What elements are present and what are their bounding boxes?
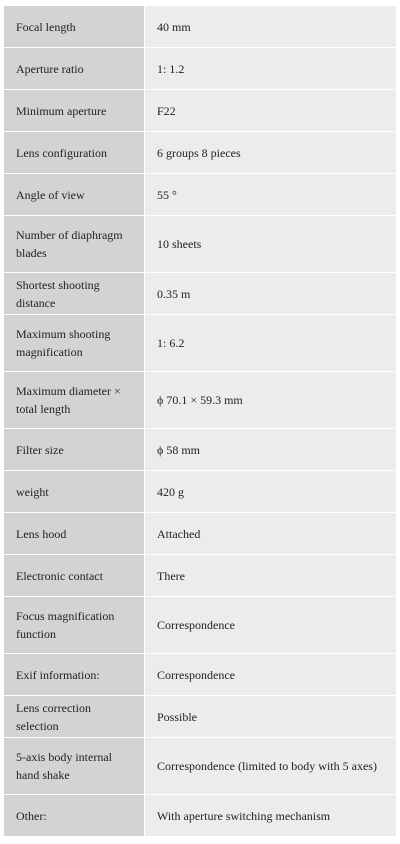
- spec-value: 0.35 m: [145, 273, 397, 315]
- spec-row-max-magnification: [4, 315, 396, 372]
- spec-row-filter-size: [4, 429, 396, 471]
- spec-label: Focus magnification function: [4, 597, 145, 654]
- spec-value: F22: [145, 90, 397, 132]
- spec-value: 10 sheets: [145, 216, 397, 273]
- spec-row-weight: [4, 471, 396, 513]
- spec-row-angle-of-view: [4, 174, 396, 216]
- spec-label: Focal length: [4, 6, 145, 48]
- spec-value: Possible: [145, 696, 397, 738]
- spec-row-diaphragm-blades: [4, 216, 396, 273]
- spec-label: Maximum diameter × total length: [4, 372, 145, 429]
- spec-value: With aperture switching mechanism: [145, 795, 397, 837]
- spec-value: 420 g: [145, 471, 397, 513]
- spec-label: Lens hood: [4, 513, 145, 555]
- spec-value: ϕ 70.1 × 59.3 mm: [145, 372, 397, 429]
- spec-value: Correspondence (limited to body with 5 axes): [145, 738, 397, 795]
- spec-row-electronic-contact: [4, 555, 396, 597]
- spec-row-lens-hood: [4, 513, 396, 555]
- spec-value: 1: 6.2: [145, 315, 397, 372]
- spec-label: Exif information:: [4, 654, 145, 696]
- spec-row-lens-correction: [4, 696, 396, 738]
- spec-row-diameter-length: [4, 372, 396, 429]
- spec-label: weight: [4, 471, 145, 513]
- spec-value: 55 °: [145, 174, 397, 216]
- spec-row-lens-configuration: [4, 132, 396, 174]
- spec-label: Aperture ratio: [4, 48, 145, 90]
- spec-value: Correspondence: [145, 597, 397, 654]
- spec-label: Other:: [4, 795, 145, 837]
- spec-value: There: [145, 555, 397, 597]
- spec-value: Correspondence: [145, 654, 397, 696]
- spec-row-minimum-aperture: [4, 90, 396, 132]
- spec-row-exif-information: [4, 654, 396, 696]
- spec-value: 40 mm: [145, 6, 397, 48]
- spec-table: [4, 5, 396, 837]
- spec-label: Angle of view: [4, 174, 145, 216]
- spec-row-other: [4, 795, 396, 837]
- spec-label: Lens configuration: [4, 132, 145, 174]
- spec-value: Attached: [145, 513, 397, 555]
- spec-row-shortest-distance: [4, 273, 396, 315]
- spec-label: Shortest shooting distance: [4, 273, 145, 315]
- spec-row-focus-magnification: [4, 597, 396, 654]
- spec-label: Electronic contact: [4, 555, 145, 597]
- spec-label: 5-axis body internal hand shake: [4, 738, 145, 795]
- spec-label: Lens correction selection: [4, 696, 145, 738]
- spec-table-body: [4, 6, 396, 837]
- spec-row-aperture-ratio: [4, 48, 396, 90]
- spec-value: ϕ 58 mm: [145, 429, 397, 471]
- spec-label: Maximum shooting magnification: [4, 315, 145, 372]
- spec-value: 1: 1.2: [145, 48, 397, 90]
- spec-label: Filter size: [4, 429, 145, 471]
- spec-label: Number of diaphragm blades: [4, 216, 145, 273]
- spec-value: 6 groups 8 pieces: [145, 132, 397, 174]
- spec-row-focal-length: [4, 6, 396, 48]
- spec-row-hand-shake: [4, 738, 396, 795]
- spec-label: Minimum aperture: [4, 90, 145, 132]
